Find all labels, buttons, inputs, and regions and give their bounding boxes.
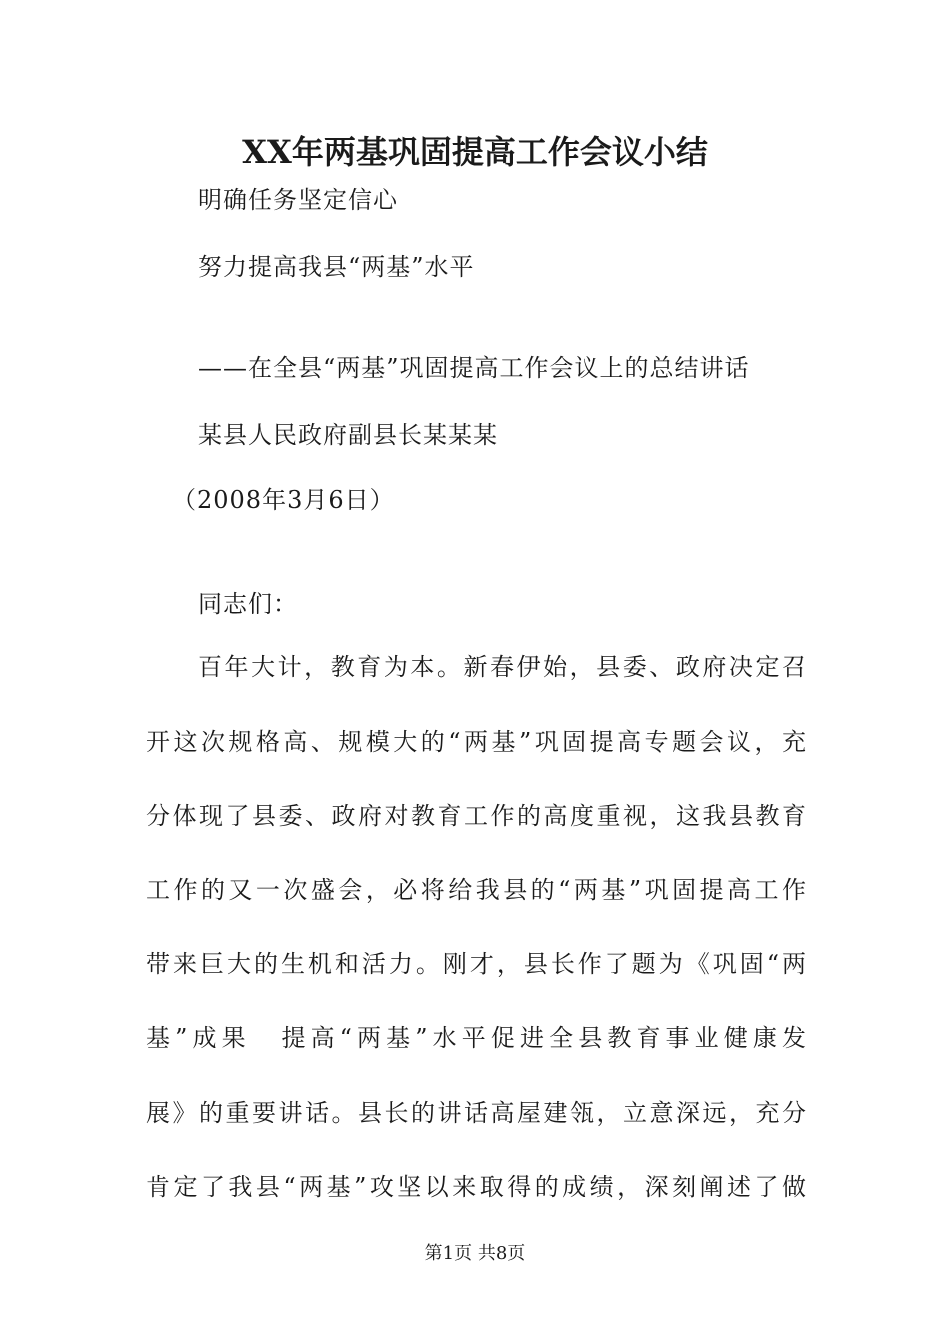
salutation: 同志们：	[198, 590, 298, 618]
body-line: 展》的重要讲话。县长的讲话高屋建瓴，立意深远，充分	[146, 1099, 806, 1127]
page-number-footer: 第1页 共8页	[424, 1243, 526, 1264]
subtitle-line-1: 明确任务坚定信心	[198, 186, 398, 214]
body-line: 工作的又一次盛会，必将给我县的“两基”巩固提高工作	[146, 876, 806, 904]
body-line: 开这次规格高、规模大的“两基”巩固提高专题会议，充	[146, 728, 806, 756]
subtitle-line-2: 努力提高我县“两基”水平	[198, 253, 475, 281]
body-line: 基”成果 提高“两基”水平促进全县教育事业健康发	[146, 1024, 806, 1052]
page-title: XX年两基巩固提高工作会议小结	[242, 133, 708, 171]
body-line: 分体现了县委、政府对教育工作的高度重视，这我县教育	[146, 802, 806, 830]
date-line: （2008年3月6日）	[172, 486, 395, 514]
body-line: 带来巨大的生机和活力。刚才，县长作了题为《巩固“两	[146, 950, 806, 978]
body-line: 百年大计，教育为本。新春伊始，县委、政府决定召	[198, 653, 806, 681]
body-line: 肯定了我县“两基”攻坚以来取得的成绩，深刻阐述了做	[146, 1173, 806, 1201]
speech-note: ——在全县“两基”巩固提高工作会议上的总结讲话	[198, 354, 750, 382]
speaker-line: 某县人民政府副县长某某某	[198, 421, 498, 449]
